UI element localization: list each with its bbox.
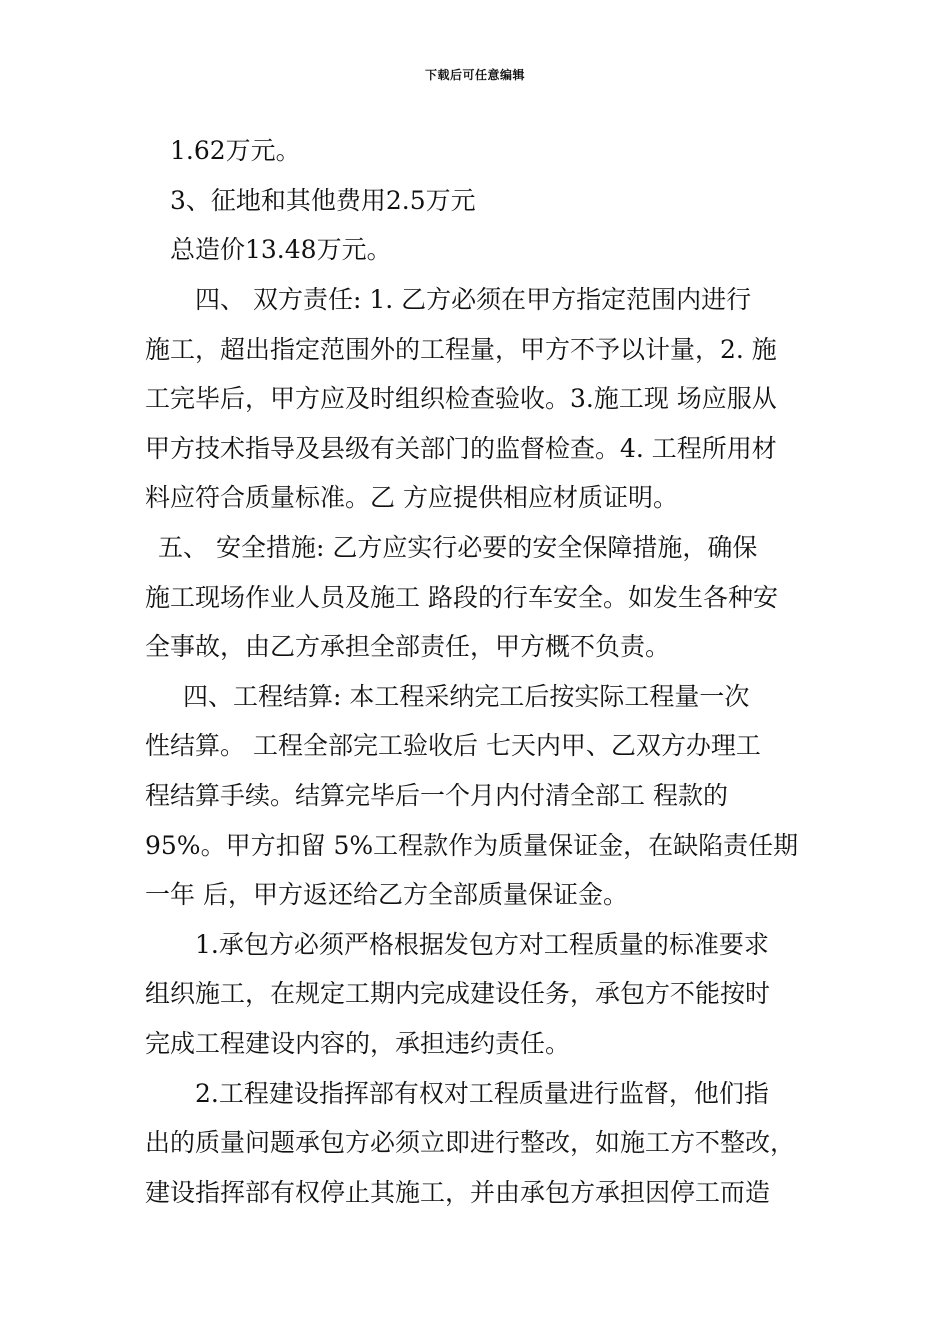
text-line: 五、 安全措施: 乙方应实行必要的安全保障措施，确保 [158, 533, 758, 562]
text-line: 性结算。 工程全部完工验收后 七天内甲、乙双方办理工 [145, 731, 761, 760]
text-line: 2.工程建设指挥部有权对工程质量进行监督，他们指 [195, 1079, 769, 1108]
text-line: 1.62万元。 [170, 136, 301, 165]
text-line: 程结算手续。结算完毕后一个月内付清全部工 程款的 [145, 781, 728, 810]
text-line: 一年 后，甲方返还给乙方全部质量保证金。 [145, 880, 628, 909]
page-header: 下载后可任意编辑 [424, 68, 525, 82]
text-line: 施工，超出指定范围外的工程量，甲方不予以计量，2. 施 [145, 335, 777, 364]
text-line: 全事故，由乙方承担全部责任，甲方概不负责。 [145, 632, 671, 661]
text-line: 建设指挥部有权停止其施工，并由承包方承担因停工而造 [145, 1178, 771, 1207]
text-line: 料应符合质量标准。乙 方应提供相应材质证明。 [145, 483, 678, 512]
text-line: 出的质量问题承包方必须立即进行整改，如施工方不整改， [145, 1128, 796, 1157]
text-line: 1.承包方必须严格根据发包方对工程质量的标准要求 [195, 930, 769, 959]
text-line: 工完毕后，甲方应及时组织检查验收。3.施工现 场应服从 [145, 384, 777, 413]
text-line: 总造价13.48万元。 [170, 235, 392, 264]
text-line: 甲方技术指导及县级有关部门的监督检查。4. 工程所用材 [145, 434, 777, 463]
text-line: 3、征地和其他费用2.5万元 [170, 186, 476, 215]
text-line: 四、工程结算: 本工程采纳完工后按实际工程量一次 [183, 682, 750, 711]
text-line: 四、 双方责任: 1. 乙方必须在甲方指定范围内进行 [195, 285, 752, 314]
text-line: 组织施工，在规定工期内完成建设任务，承包方不能按时 [145, 979, 771, 1008]
text-line: 95%。甲方扣留 5%工程款作为质量保证金，在缺陷责任期 [145, 831, 799, 860]
text-line: 完成工程建设内容的，承担违约责任。 [145, 1029, 571, 1058]
text-line: 施工现场作业人员及施工 路段的行车安全。如发生各种安 [145, 583, 778, 612]
